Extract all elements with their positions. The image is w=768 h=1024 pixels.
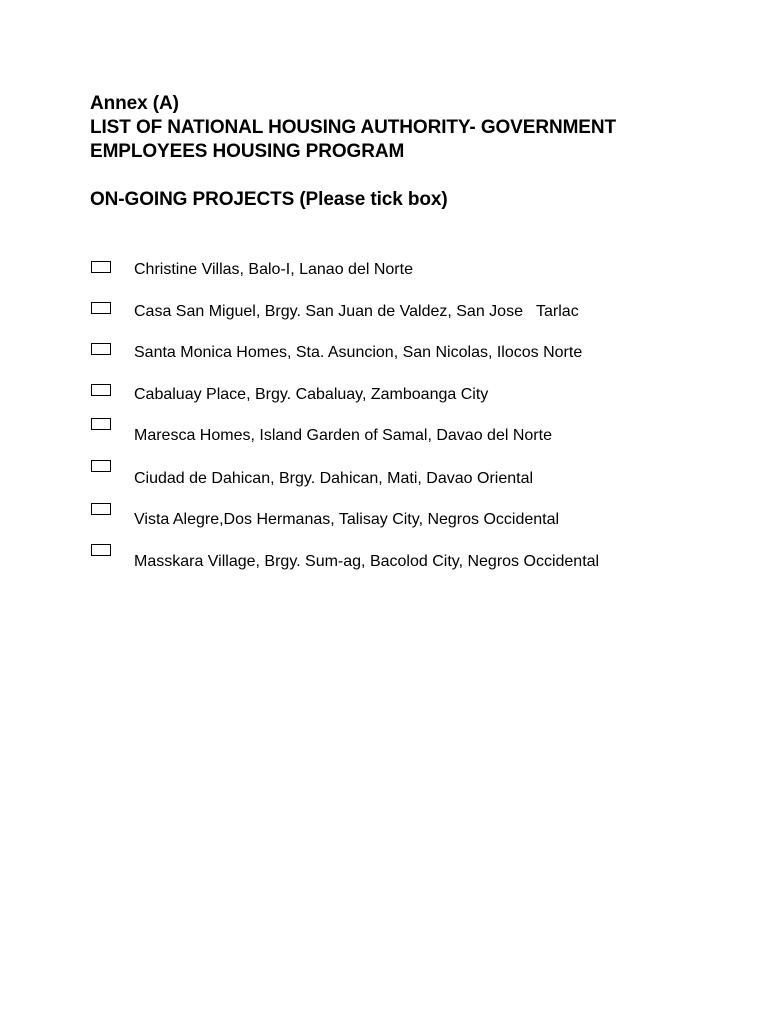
project-label: Cabaluay Place, Brgy. Cabaluay, Zamboanga City bbox=[134, 386, 489, 403]
document-title-line-2: EMPLOYEES HOUSING PROGRAM bbox=[90, 141, 405, 162]
project-checkbox[interactable] bbox=[91, 503, 111, 515]
project-checkbox[interactable] bbox=[91, 343, 111, 355]
project-checkbox[interactable] bbox=[91, 302, 111, 314]
project-label: Vista Alegre,Dos Hermanas, Talisay City, Negros Occidental bbox=[134, 511, 560, 528]
project-item bbox=[0, 544, 768, 574]
project-item bbox=[0, 259, 768, 289]
section-title: ON-GOING PROJECTS (Please tick box) bbox=[90, 189, 448, 210]
project-label: Christine Villas, Balo-I, Lanao del Norte bbox=[134, 261, 413, 278]
project-item bbox=[0, 418, 768, 448]
project-label: Santa Monica Homes, Sta. Asuncion, San Nicolas, Ilocos Norte bbox=[134, 344, 583, 361]
project-item bbox=[0, 502, 768, 532]
project-checkbox[interactable] bbox=[91, 460, 111, 472]
project-item bbox=[0, 384, 768, 414]
project-label: Maresca Homes, Island Garden of Samal, Davao del Norte bbox=[134, 427, 552, 444]
document-title-line-1: LIST OF NATIONAL HOUSING AUTHORITY- GOVERNMENT bbox=[90, 117, 616, 138]
project-label: Casa San Miguel, Brgy. San Juan de Valdez, San Jose Tarlac bbox=[134, 303, 579, 320]
project-checkbox[interactable] bbox=[91, 384, 111, 396]
annex-label: Annex (A) bbox=[90, 93, 179, 114]
project-checkbox[interactable] bbox=[91, 544, 111, 556]
project-item bbox=[0, 343, 768, 373]
project-label: Masskara Village, Brgy. Sum-ag, Bacolod City, Negros Occidental bbox=[134, 553, 600, 570]
project-item bbox=[0, 301, 768, 331]
project-item bbox=[0, 459, 768, 489]
project-checkbox[interactable] bbox=[91, 261, 111, 273]
project-label: Ciudad de Dahican, Brgy. Dahican, Mati, Davao Oriental bbox=[134, 470, 534, 487]
project-checkbox[interactable] bbox=[91, 418, 111, 430]
